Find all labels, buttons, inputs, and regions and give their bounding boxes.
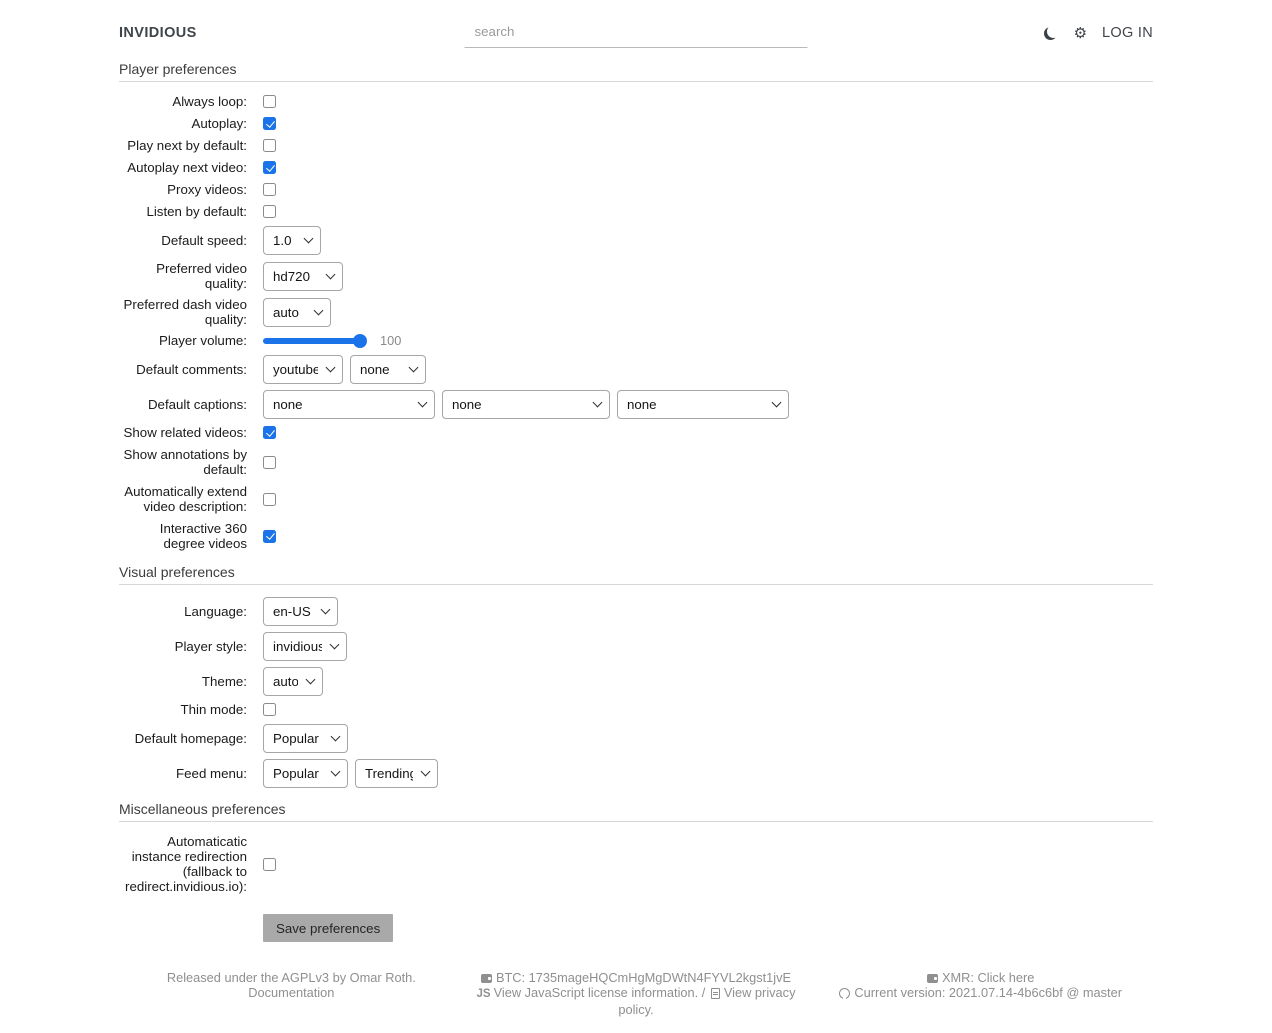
player-style-select[interactable] (263, 632, 347, 661)
pref-row (119, 261, 1153, 291)
pref-row (119, 597, 1153, 626)
default-speed-label: Default speed: (161, 233, 247, 248)
player-volume-value: 100 (380, 333, 402, 348)
privacy-policy-link[interactable]: View privacy policy. (618, 985, 796, 1017)
captions-select-3[interactable] (617, 390, 789, 419)
listen-label: Listen by default: (146, 204, 247, 219)
always-loop-label: Always loop: (172, 94, 247, 109)
xmr-label: XMR: (941, 970, 978, 985)
login-link[interactable]: LOG IN (1102, 25, 1153, 41)
autoplay-next-label: Autoplay next video: (127, 160, 247, 175)
pref-row (119, 390, 1153, 419)
homepage-label: Default homepage: (134, 731, 247, 746)
footer-separator: / (698, 985, 709, 1000)
license-text: Released under the AGPLv3 by Omar Roth. (166, 970, 416, 985)
captions-select-1[interactable] (263, 390, 435, 419)
dash-quality-label: Preferred dash video quality: (123, 297, 247, 327)
always-loop-checkbox[interactable] (263, 95, 276, 108)
extend-description-label: Automatically extend video description: (124, 484, 247, 514)
slider-track (263, 338, 363, 344)
wallet-icon (927, 974, 938, 983)
header-actions (1047, 25, 1153, 41)
pref-row (119, 94, 1153, 109)
thin-mode-label: Thin mode: (180, 702, 247, 717)
video-quality-select[interactable] (263, 262, 343, 291)
section-misc-preferences (119, 801, 1153, 942)
save-row (119, 914, 1153, 942)
proxy-videos-checkbox[interactable] (263, 183, 276, 196)
section-title: Visual preferences (119, 564, 235, 580)
vr360-checkbox[interactable] (263, 530, 276, 543)
thin-mode-checkbox[interactable] (263, 703, 276, 716)
gear-icon[interactable]: ⚙ (1073, 24, 1088, 42)
feed-menu-label: Feed menu: (176, 766, 247, 781)
pref-row (119, 632, 1153, 661)
autoplay-next-checkbox[interactable] (263, 161, 276, 174)
annotations-checkbox[interactable] (263, 456, 276, 469)
wallet-icon (481, 974, 492, 983)
player-volume-label: Player volume: (159, 333, 247, 348)
theme-select[interactable] (263, 667, 323, 696)
comments-select-1[interactable] (263, 355, 343, 384)
github-icon (839, 988, 850, 999)
divider (119, 821, 1153, 822)
section-player-preferences (119, 61, 1153, 551)
play-next-checkbox[interactable] (263, 139, 276, 152)
brand-logo[interactable]: INVIDIOUS (119, 25, 197, 41)
instance-redirect-label: Automaticatic instance redirection (fallback to redirect.invidious.io): (125, 834, 247, 894)
pref-row (119, 521, 1153, 551)
js-license-link[interactable]: View JavaScript license information. (493, 985, 699, 1000)
extend-description-checkbox[interactable] (263, 493, 276, 506)
vr360-label: Interactive 360 degree videos (159, 521, 247, 551)
pref-row (119, 333, 1153, 348)
section-title: Miscellaneous preferences (119, 801, 286, 817)
feed-menu-select-2[interactable] (355, 759, 438, 788)
pref-row (119, 138, 1153, 153)
pref-row (119, 116, 1153, 131)
video-quality-label: Preferred video quality: (156, 261, 247, 291)
related-videos-checkbox[interactable] (263, 426, 276, 439)
divider (119, 81, 1153, 82)
pref-row (119, 702, 1153, 717)
comments-select-2[interactable] (350, 355, 426, 384)
play-next-label: Play next by default: (127, 138, 247, 153)
proxy-videos-label: Proxy videos: (167, 182, 247, 197)
documentation-link[interactable]: Documentation (248, 985, 335, 1000)
related-videos-label: Show related videos: (123, 425, 247, 440)
footer-left (119, 970, 464, 1017)
language-select[interactable] (263, 597, 338, 626)
pref-row (119, 834, 1153, 894)
feed-menu-select-1[interactable] (263, 759, 348, 788)
default-captions-label: Default captions: (147, 397, 247, 412)
pref-row (119, 297, 1153, 327)
pref-row (119, 667, 1153, 696)
instance-redirect-checkbox[interactable] (263, 858, 276, 871)
default-comments-label: Default comments: (136, 362, 247, 377)
pref-row (119, 182, 1153, 197)
annotations-label: Show annotations by default: (123, 447, 247, 477)
section-visual-preferences (119, 564, 1153, 788)
player-style-label: Player style: (174, 639, 247, 654)
autoplay-label: Autoplay: (191, 116, 247, 131)
save-preferences-button[interactable]: Save preferences (263, 914, 393, 942)
homepage-select[interactable] (263, 724, 348, 753)
section-title: Player preferences (119, 61, 237, 77)
footer (119, 970, 1153, 1033)
pref-row (119, 204, 1153, 219)
moon-icon[interactable] (1047, 25, 1060, 38)
theme-label: Theme: (201, 674, 247, 689)
divider (119, 584, 1153, 585)
xmr-link[interactable]: Click here (977, 970, 1035, 985)
dash-quality-select[interactable] (263, 298, 331, 327)
footer-center (464, 970, 809, 1017)
default-speed-select[interactable] (263, 226, 321, 255)
pref-row (119, 425, 1153, 440)
language-label: Language: (184, 604, 247, 619)
search-input[interactable] (465, 18, 808, 48)
top-bar (119, 18, 1153, 48)
file-icon (711, 988, 720, 999)
autoplay-checkbox[interactable] (263, 117, 276, 130)
player-volume-slider[interactable] (263, 334, 363, 348)
btc-address: BTC: 1735mageHQCmHgMgDWtN4FYVL2kgst1jvE (495, 970, 792, 985)
footer-right (808, 970, 1153, 1017)
pref-row (119, 724, 1153, 753)
captions-select-2[interactable] (442, 390, 610, 419)
pref-row (119, 759, 1153, 788)
pref-row (119, 484, 1153, 514)
slider-thumb[interactable] (353, 334, 367, 348)
search-bar (465, 18, 808, 48)
pref-row (119, 160, 1153, 175)
version-text: Current version: 2021.07.14-4b6c6bf @ master (854, 985, 1122, 1000)
pref-row (119, 226, 1153, 255)
pref-row (119, 447, 1153, 477)
javascript-icon: JS (476, 988, 491, 1000)
preferences-page (119, 0, 1153, 1033)
pref-row (119, 355, 1153, 384)
listen-checkbox[interactable] (263, 205, 276, 218)
